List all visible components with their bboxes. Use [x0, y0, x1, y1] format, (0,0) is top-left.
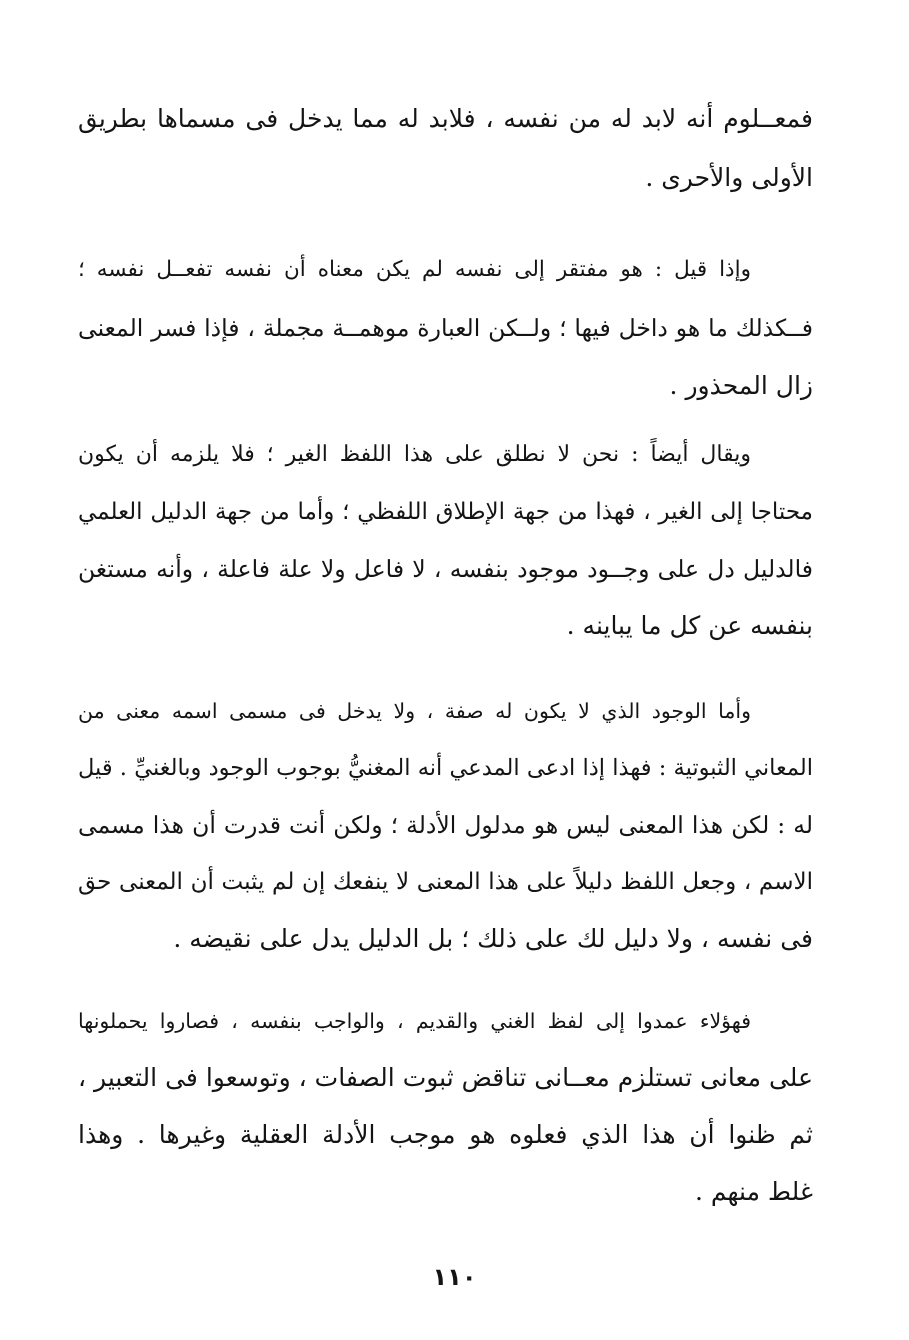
paragraph-4-line-5: فى نفسه ، ولا دليل لك على ذلك ؛ بل الدليل يدل على نقيضه . [173, 924, 813, 953]
paragraph-4-line-3: له : لكن هذا المعنى ليس هو مدلول الأدلة ؛ ولكن أنت قدرت أن هذا مسمى [78, 811, 813, 839]
paragraph-5-line-1: فهؤلاء عمدوا إلى لفظ الغني والقديم ، والواجب بنفسه ، فصاروا يحملونها [78, 1009, 751, 1033]
paragraph-5-line-4: غلط منهم . [694, 1177, 813, 1206]
paragraph-5-line-3: ثم ظنوا أن هذا الذي فعلوه هو موجب الأدلة العقلية وغيرها . وهذا [78, 1120, 813, 1149]
paragraph-1-line-1: فمعــلوم أنه لابد له من نفسه ، فلابد له مما يدخل فى مسماها بطريق [78, 104, 813, 133]
paragraph-5 [78, 1006, 813, 1207]
paragraph-2 [78, 255, 813, 401]
paragraph-4-line-1: وأما الوجود الذي لا يكون له صفة ، ولا يدخل فى مسمى اسمه معنى من [78, 699, 751, 723]
paragraph-3-line-4: بنفسه عن كل ما يباينه . [566, 611, 813, 640]
page-number: ١١٠ [432, 1263, 477, 1291]
paragraph-4-line-2: المعاني الثبوتية : فهذا إذا ادعى المدعي أنه المغنيُّ بوجوب الوجود وبالغنيِّ . قيل [78, 755, 813, 781]
paragraph-3-line-1: ويقال أيضاً : نحن لا نطلق على هذا اللفظ الغير ؛ فلا يلزمه أن يكون [78, 442, 751, 467]
paragraph-3 [78, 440, 813, 641]
paragraph-2-line-3: زال المحذور . [669, 371, 813, 400]
paragraph-4 [78, 696, 813, 954]
paragraph-3-line-3: فالدليل دل على وجــود موجود بنفسه ، لا فاعل ولا علة فاعلة ، وأنه مستغن [78, 555, 813, 583]
paragraph-2-line-1: وإذا قيل : هو مفتقر إلى نفسه لم يكن معناه أن نفسه تفعــل نفسه ؛ [78, 257, 751, 282]
paragraph-3-line-2: محتاجا إلى الغير ، فهذا من جهة الإطلاق اللفظي ؛ وأما من جهة الدليل العلمي [78, 499, 813, 525]
paragraph-1 [78, 104, 813, 193]
paragraph-1-line-2: الأولى والأحرى . [645, 163, 813, 192]
paragraph-5-line-2: على معانى تستلزم معــانى تناقض ثبوت الصفات ، وتوسعوا فى التعبير ، [78, 1063, 813, 1092]
paragraph-4-line-4: الاسم ، وجعل اللفظ دليلاً على هذا المعنى لا ينفعك إن لم يثبت أن المعنى حق [78, 869, 813, 895]
paragraph-2-line-2: فــكذلك ما هو داخل فيها ؛ ولــكن العبارة موهمــة مجملة ، فإذا فسر المعنى [78, 314, 813, 342]
